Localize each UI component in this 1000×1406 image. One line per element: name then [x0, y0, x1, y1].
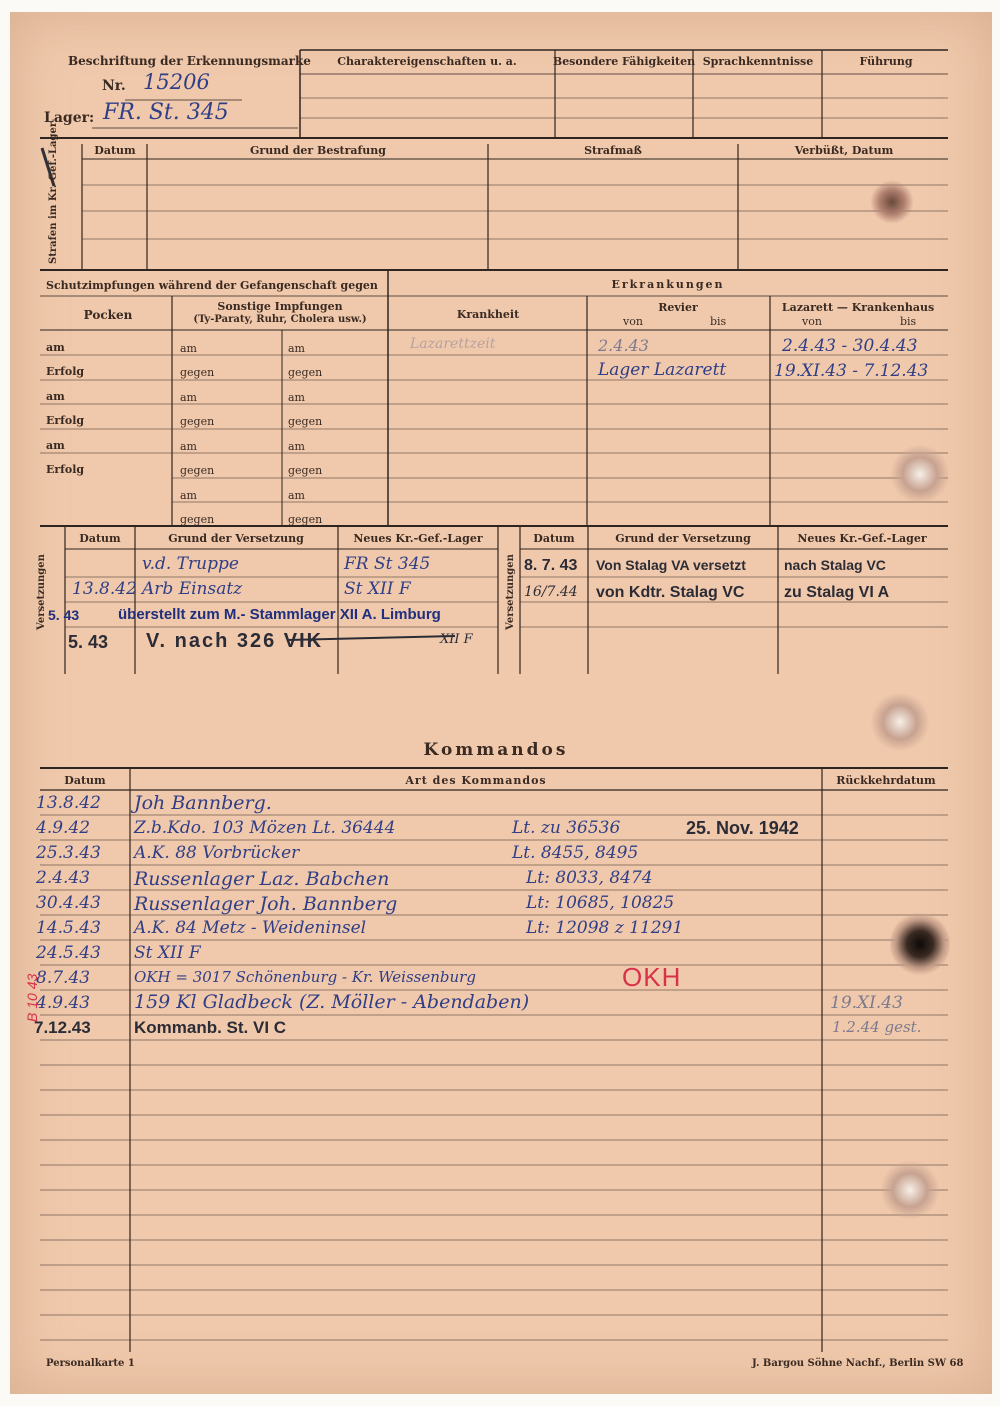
revier-bis: bis: [710, 315, 727, 328]
sonstige-am-1b: am: [288, 342, 305, 355]
erkrankungen-col-krankheit: Krankheit: [456, 308, 520, 321]
lazarett-bis: bis: [900, 315, 917, 328]
kommandos-title: Kommandos: [423, 740, 569, 760]
vers-left-col-lager: Neues Kr.-Gef.-Lager: [353, 532, 483, 545]
kdo-8-art: OKH = 3017 Schönenburg - Kr. Weissenburg: [134, 968, 476, 986]
vers-right-col-lager: Neues Kr.-Gef.-Lager: [797, 532, 927, 545]
sonstige-gegen-2a: gegen: [180, 415, 215, 428]
kommandos-col-art: Art des Kommandos: [405, 774, 547, 787]
vers-left-2-lager: St XII F: [344, 579, 411, 599]
revier-2: Lager Lazarett: [598, 360, 727, 380]
kdo-4-lt: Lt: 8033, 8474: [526, 868, 653, 888]
kdo-2-datum: 4.9.42: [36, 818, 91, 838]
kdo-7-art: St XII F: [134, 943, 201, 963]
col-sprache: Sprachkenntnisse: [702, 55, 814, 68]
kdo-5-datum: 30.4.43: [36, 893, 101, 913]
kdo-2-art: Z.b.Kdo. 103 Mözen Lt. 36444: [134, 818, 396, 838]
kdo-1-datum: 13.8.42: [36, 793, 101, 813]
kdo-5-art: Russenlager Joh. Bannberg: [134, 893, 398, 915]
vers-right-col-grund: Grund der Versetzung: [615, 532, 751, 545]
kdo-4-datum: 2.4.43: [36, 868, 91, 888]
kommandos-col-datum: Datum: [64, 774, 106, 787]
vers-left-1-lager: FR St 345: [344, 554, 431, 574]
vers-right-2-datum: 16/7.44: [524, 584, 578, 600]
vers-right-2-grund: von Kdtr. Stalag VC: [596, 584, 745, 601]
strafen-col-strafmass: Strafmaß: [584, 144, 642, 157]
impf-row-4: Erfolg: [46, 414, 85, 427]
erkrankungen-title: Erkrankungen: [611, 278, 725, 291]
erkrankungen-col-lazarett: Lazarett — Krankenhaus: [781, 301, 935, 314]
kdo-6-datum: 14.5.43: [36, 918, 101, 938]
personalkarte-sheet: [10, 12, 992, 1394]
vers-left-col-datum: Datum: [79, 532, 121, 545]
burn-hole-4: [890, 912, 950, 976]
erkrankungen-col-revier: Revier: [658, 301, 698, 314]
strafen-col-verbuesst: Verbüßt, Datum: [794, 144, 894, 157]
red-margin-note: B 10 43: [24, 973, 40, 1022]
sonstige-am-2a: am: [180, 391, 197, 404]
lazarett-1: 2.4.43 - 30.4.43: [782, 336, 918, 356]
lager-value: FR. St. 345: [103, 100, 229, 125]
impf-row-2: Erfolg: [46, 365, 85, 378]
footer-left: Personalkarte 1: [46, 1358, 135, 1369]
kdo-9-art: 159 Kl Gladbeck (Z. Möller - Abendaben): [134, 991, 530, 1013]
col-charakter: Charaktereigenschaften u. a.: [337, 55, 517, 68]
impf-row-1: am: [46, 341, 65, 354]
sonstige-gegen-1b: gegen: [288, 366, 323, 379]
lazarett-von: von: [802, 315, 822, 328]
vers-left-2-grund: Arb Einsatz: [142, 579, 243, 599]
vers-row4-text: V. nach 326 VIK: [146, 630, 324, 652]
red-okh-stamp: OKH: [622, 962, 682, 992]
impfungen-title: Schutzimpfungen während der Gefangenschaft gegen: [46, 279, 378, 292]
burn-hole-3: [870, 692, 930, 752]
footer-right: J. Bargou Söhne Nachf., Berlin SW 68: [752, 1358, 964, 1369]
erkennungsmarke-label: Beschriftung der Erkennungsmarke: [68, 54, 311, 68]
revier-1: 2.4.43: [598, 336, 649, 355]
sonstige-am-4a: am: [180, 489, 197, 502]
burn-hole-2: [890, 444, 950, 504]
kdo-8-datum: 8.7.43: [36, 968, 91, 988]
sonstige-gegen-1a: gegen: [180, 366, 215, 379]
impfungen-col-pocken: Pocken: [83, 308, 133, 322]
impf-row-5: am: [46, 439, 65, 452]
vers-overstellt-stamp: überstellt zum M.- Stammlager XII A. Limburg: [118, 606, 441, 623]
krankheit-1: Lazarettzeit: [410, 336, 496, 352]
kdo-5-lt: Lt: 10685, 10825: [526, 893, 675, 913]
sonstige-gegen-2b: gegen: [288, 415, 323, 428]
kdo-stamp-date: 25. Nov. 1942: [686, 818, 799, 838]
strafen-side-label: Strafen im Kr.-Gef.-Lager: [48, 121, 59, 264]
impfungen-col-sonstige: Sonstige Impfungen: [217, 300, 343, 313]
kdo-7-datum: 24.5.43: [36, 943, 101, 963]
burn-hole-5: [880, 1160, 940, 1220]
sonstige-am-4b: am: [288, 489, 305, 502]
sonstige-am-3b: am: [288, 440, 305, 453]
kdo-10-art: Kommanb. St. VI C: [134, 1018, 287, 1037]
kdo-6-lt: Lt: 12098 z 11291: [526, 918, 684, 938]
sonstige-gegen-4b: gegen: [288, 513, 323, 526]
vers-right-2-lager: zu Stalag VI A: [784, 584, 890, 601]
revier-von: von: [623, 315, 643, 328]
vers-right-1-lager: nach Stalag VC: [784, 557, 886, 573]
sonstige-gegen-3b: gegen: [288, 464, 323, 477]
sonstige-am-1a: am: [180, 342, 197, 355]
kdo-9-rueck: 19.XI.43: [830, 993, 903, 1013]
impf-row-6: Erfolg: [46, 463, 85, 476]
vers-row4-hand: XII F: [440, 632, 473, 647]
col-faehigkeiten: Besondere Fähigkeiten: [552, 55, 696, 68]
col-fuehrung: Führung: [859, 55, 913, 68]
burn-hole-1: [870, 180, 914, 224]
nr-value: 15206: [143, 70, 210, 94]
impfungen-col-sonstige-sub: (Ty-Paraty, Ruhr, Cholera usw.): [193, 314, 367, 325]
kdo-3-art: A.K. 88 Vorbrücker: [134, 843, 300, 863]
vers-overstellt-date: 5. 43: [48, 607, 80, 623]
kdo-9-datum: 4.9.43: [36, 993, 91, 1013]
kdo-6-art: A.K. 84 Metz - Weideninsel: [134, 918, 367, 938]
vers-left-2-datum: 13.8.42: [72, 579, 137, 599]
kdo-2-lt: Lt. zu 36536: [512, 818, 621, 838]
strafen-col-datum: Datum: [94, 144, 136, 157]
versetzungen-side-label-right: Versetzungen: [505, 554, 516, 630]
kommandos-col-rueckkehr: Rückkehrdatum: [836, 774, 936, 787]
impf-row-3: am: [46, 390, 65, 403]
form-rule-lines: [10, 12, 992, 1394]
vers-left-1-grund: v.d. Truppe: [142, 554, 239, 574]
vers-row4-date: 5. 43: [68, 632, 109, 652]
vers-right-1-datum: 8. 7. 43: [524, 557, 578, 574]
sonstige-am-3a: am: [180, 440, 197, 453]
lager-label: Lager:: [44, 110, 95, 126]
versetzungen-side-label-left: Versetzungen: [36, 554, 47, 630]
kdo-3-lt: Lt. 8455, 8495: [512, 843, 639, 863]
nr-label: Nr.: [102, 78, 126, 94]
strafen-col-grund: Grund der Bestrafung: [250, 144, 386, 157]
kdo-4-art: Russenlager Laz. Babchen: [134, 868, 390, 890]
kdo-3-datum: 25.3.43: [36, 843, 101, 863]
kdo-10-datum: 7.12.43: [34, 1018, 91, 1037]
sonstige-am-2b: am: [288, 391, 305, 404]
vers-right-1-grund: Von Stalag VA versetzt: [596, 557, 746, 573]
kdo-1-art: Joh Bannberg.: [134, 792, 272, 814]
sonstige-gegen-3a: gegen: [180, 464, 215, 477]
lazarett-2: 19.XI.43 - 7.12.43: [774, 361, 929, 381]
vers-left-col-grund: Grund der Versetzung: [168, 532, 304, 545]
vers-right-col-datum: Datum: [533, 532, 575, 545]
kdo-10-rueck: 1.2.44 gest.: [832, 1018, 922, 1036]
sonstige-gegen-4a: gegen: [180, 513, 215, 526]
